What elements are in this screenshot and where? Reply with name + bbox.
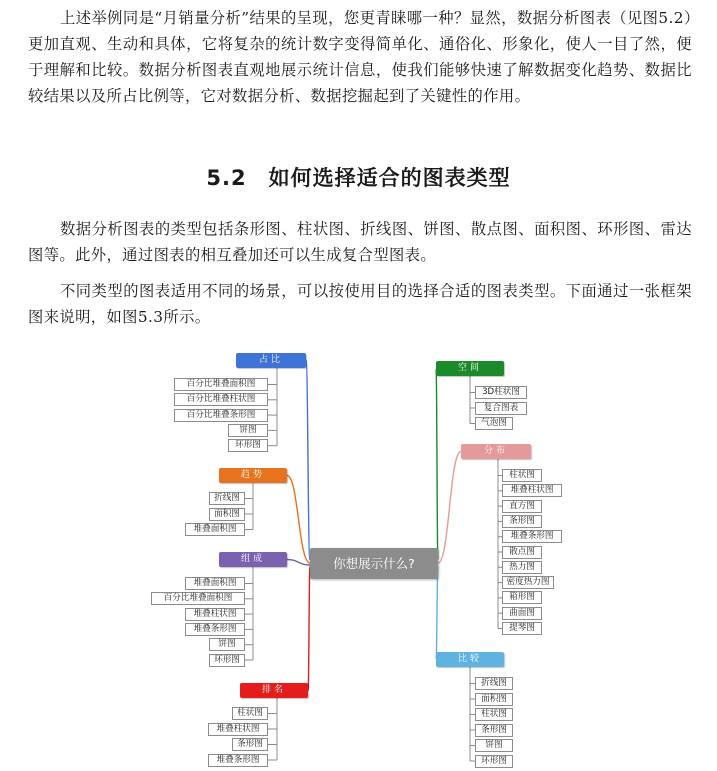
trend-item: 折线图 — [209, 492, 245, 505]
distribution-item: 散点图 — [502, 546, 542, 559]
comparison-item: 饼图 — [475, 739, 513, 752]
comparison-item: 条形图 — [475, 724, 513, 737]
category-share: 占比 — [236, 353, 306, 368]
comparison-item: 面积图 — [475, 693, 513, 706]
composition-item: 百分比堆叠面积图 — [151, 592, 245, 605]
distribution-item: 直方图 — [502, 500, 542, 513]
space-item: 气泡图 — [475, 417, 513, 430]
trend-item: 堆叠面积图 — [185, 523, 245, 536]
ranking-item: 条形图 — [232, 738, 268, 751]
comparison-item: 环形图 — [475, 755, 513, 768]
section-number: 5.2 — [206, 166, 247, 190]
ranking-item: 柱状图 — [232, 707, 268, 720]
connector-comparison — [436, 566, 438, 660]
category-comparison: 比较 — [436, 652, 504, 667]
share-item: 百分比堆叠柱状图 — [174, 393, 268, 406]
framework-paragraph: 不同类型的图表适用不同的场景，可以按使用目的选择合适的图表类型。下面通过一张框架图来说明，如图5.3所示。 — [28, 282, 692, 326]
chart-types-paragraph: 数据分析图表的类型包括条形图、柱状图、折线图、饼图、散点图、面积图、环形图、雷达图等。此外，通过图表的相互叠加还可以生成复合型图表。 — [28, 220, 692, 264]
distribution-item: 曲面图 — [502, 607, 542, 620]
composition-item: 堆叠条形图 — [185, 623, 245, 636]
distribution-item: 堆叠条形图 — [502, 530, 562, 543]
category-composition: 组成 — [219, 552, 287, 567]
category-distribution: 分布 — [461, 444, 531, 459]
share-item: 百分比堆叠条形图 — [174, 409, 268, 422]
category-ranking: 排名 — [240, 683, 308, 698]
distribution-item: 条形图 — [502, 515, 542, 528]
share-item: 环形图 — [228, 439, 268, 452]
category-space: 空间 — [436, 361, 504, 376]
trend-item: 面积图 — [209, 508, 245, 521]
composition-item: 环形图 — [209, 654, 245, 667]
comparison-item: 折线图 — [475, 677, 513, 690]
connector-space — [436, 369, 438, 561]
distribution-item: 密度热力图 — [502, 576, 554, 589]
section-title: 如何选择适合的图表类型 — [268, 166, 511, 190]
distribution-item: 提琴图 — [502, 622, 542, 635]
connector-trend — [287, 476, 310, 564]
composition-item: 饼图 — [209, 638, 245, 651]
share-item: 百分比堆叠面积图 — [174, 378, 268, 391]
distribution-item: 箱形图 — [502, 591, 542, 604]
intro-paragraph: 上述举例同是“月销量分析”结果的呈现，您更青睐哪一种？显然，数据分析图表（见图5.2）更加直观、生动和具体，它将复杂的统计数字变得简单化、通俗化、形象化，使人一目了然，便于理解和比较。数据分析图表直观地展示统计信息，使我们能够快速了解数据变化趋势、数据比较结果以及所占比例等，它对数据分析、数据挖掘起到了关键性的作用。 — [28, 9, 692, 105]
space-item: 3D柱状图 — [475, 386, 527, 399]
comparison-item: 柱状图 — [475, 708, 513, 721]
ranking-item: 堆叠柱状图 — [208, 723, 268, 736]
distribution-item: 堆叠柱状图 — [502, 484, 562, 497]
ranking-item: 堆叠条形图 — [208, 754, 268, 767]
connector-distribution — [438, 452, 461, 564]
composition-item: 堆叠柱状图 — [185, 608, 245, 621]
composition-item: 堆叠面积图 — [185, 577, 245, 590]
connector-share — [306, 361, 310, 561]
space-item: 复合图表 — [475, 402, 527, 415]
share-item: 饼图 — [228, 424, 268, 437]
mindmap-center-node: 你想展示什么? — [310, 548, 438, 579]
category-trend: 趋势 — [219, 468, 287, 483]
distribution-item: 柱状图 — [502, 469, 542, 482]
distribution-item: 热力图 — [502, 561, 542, 574]
connector-ranking — [308, 567, 310, 691]
